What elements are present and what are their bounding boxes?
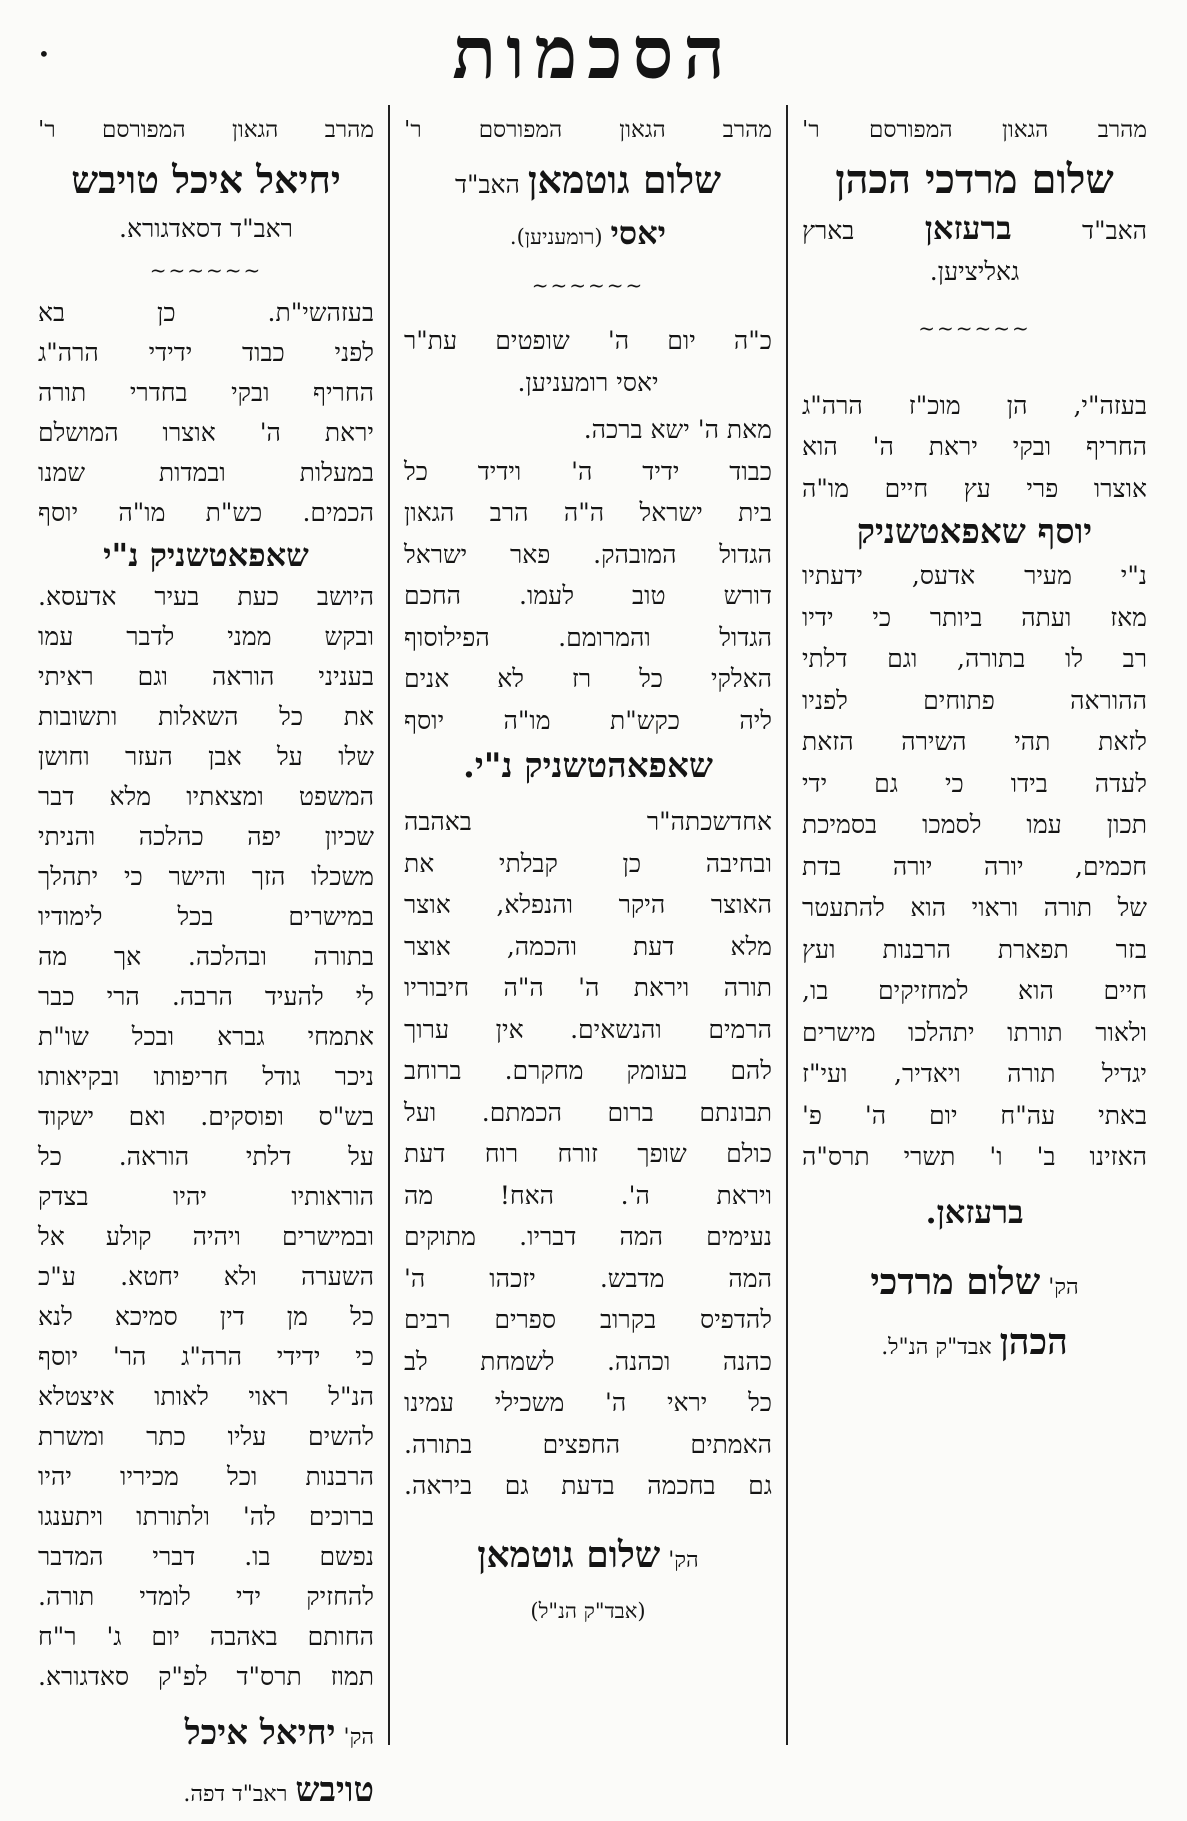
text-line: ולאור תורתו יתהלכו מישרים: [802, 1017, 1147, 1047]
text-line: להם בעומק מחקרם. ברוחב: [404, 1056, 772, 1085]
column-left: [38, 110, 374, 1810]
body-text: [802, 385, 1147, 1178]
text-line: האוצר היקר והנפלא, אוצר: [404, 890, 772, 919]
text-line: תמוז תרס"ד לפ"ק סאדגורא.: [38, 1662, 374, 1691]
column-divider-right: [786, 105, 788, 1745]
text-line: על דלתי הוראה. כל: [38, 1142, 374, 1171]
text-line: להשים עליו כתר ומשרת: [38, 1422, 374, 1451]
text-line: הנ"ל ראוי לאותו איצטלא: [38, 1382, 374, 1411]
text-line: שכיון יפה כהלכה והניתי: [38, 822, 374, 851]
text-line: שלו על אבן העזר וחושן: [38, 742, 374, 771]
ornament: ~~~~~~: [149, 258, 263, 282]
rabbi-name: שלום מרדכי הכהן: [835, 155, 1114, 203]
text-line: הגדול והמרומם. הפילוסוף: [404, 622, 772, 652]
text-line: ויראת ה'. האח! מה: [404, 1180, 772, 1210]
text-line: תכון עמו לסמכו בסמיכת: [802, 810, 1147, 839]
text-line: ניכר גודל חריפותו ובקיאותו: [38, 1062, 374, 1091]
ornament: ~~~~~~: [918, 315, 1031, 340]
signature-title: (אבד"ק הנ"ל): [530, 1598, 646, 1623]
text-line: החותם באהבה יום ג' ר"ח: [38, 1622, 374, 1651]
text-line: בעזהשי"ת. כן בא: [38, 298, 374, 327]
signature-line-2: הכהן אבד"ק הנ"ל.: [881, 1321, 1068, 1363]
text-line: מאז ועתה ביותר כי ידיו: [802, 602, 1147, 632]
text-line: הכמים. כש"ת מו"ה יוסף: [38, 498, 374, 527]
text-line: בש"ס ופוסקים. ואם ישקוד: [38, 1102, 374, 1131]
text-line: נפשם בו. דברי המדבר: [38, 1542, 374, 1571]
text-line: בית ישראל ה"ה הרב הגאון: [404, 498, 772, 527]
text-line: בזר תפארת הרבנות ועץ: [802, 934, 1147, 964]
text-line: לי להעיד הרבה. הרי כבר: [38, 982, 374, 1011]
text-line: כבוד ידיד ה' וידיד כל: [404, 456, 772, 486]
text-line: בעזה"י, הן מוכ"ז הרה"ג: [802, 390, 1147, 420]
header-line: מהרב הגאון המפורסם ר': [802, 117, 1147, 143]
text-line: הגדול המובהק. פאר ישראל: [404, 539, 772, 569]
text-line: לזאת תהי השירה הזאת: [802, 727, 1147, 756]
rabbi-name: יחיאל איכל טויבש: [71, 156, 341, 202]
text-line: נעימים המה דבריו. מתוקים: [404, 1222, 772, 1251]
text-line: חיים הוא למחזיקים בו,: [802, 976, 1147, 1005]
text-line: במישרים בכל לימודיו: [38, 902, 374, 931]
text-line: האלקי כל רז לא אנים: [404, 664, 772, 693]
text-line: אתמחי גברא ובכל שו"ת: [38, 1022, 374, 1051]
text-line: בעניני הוראה וגם ראיתי: [38, 662, 374, 691]
text-line: תורה ויראת ה' ה"ה חיבוריו: [404, 973, 772, 1002]
text-line: תבונתם ברום הכמתם. ועל: [404, 1097, 772, 1127]
text-line: של תורה וראוי הוא להתעטר: [802, 893, 1147, 922]
rabbi-city: יאסי (רומעניען).: [509, 213, 667, 252]
text-line-emphasis: שאפאטשניק נ"י: [103, 536, 309, 574]
date-place: יאסי רומעניען.: [517, 367, 659, 397]
text-line: הוראותיו יהיו בצדק: [38, 1182, 374, 1211]
text-line: ברוכים לה' ולתורתו ויתענגו: [38, 1502, 374, 1531]
text-line: לפני כבוד ידידי הרה"ג: [38, 338, 374, 367]
text-line: להחזיק ידי לומדי תורה.: [38, 1582, 374, 1611]
rabbi-name: שלום גוטמאן האב"ד: [454, 156, 722, 202]
ornament: ~~~~~~: [531, 273, 645, 297]
place-name: ברעזאן.: [925, 1192, 1024, 1231]
text-line: כולם שופך זורח רוח דעת: [404, 1139, 772, 1168]
signature-line-1: הק' שלום מרדכי: [870, 1261, 1079, 1303]
text-line: ליה כקש"ת מו"ה יוסף: [404, 705, 772, 735]
text-line: כהנה וכהנה. לשמחת לב: [404, 1346, 772, 1376]
rabbi-title: ראב"ד דסאדגורא.: [119, 213, 293, 243]
signature-line-2: טויבש ראב"ד דפה.: [183, 1770, 374, 1810]
text-line: השערה ולא יחטא. ע"כ: [38, 1262, 374, 1291]
text-line: יראת ה' אוצרו המושלם: [38, 418, 374, 447]
text-line: את כל השאלות ותשובות: [38, 702, 374, 731]
text-line: הרבנות וכל מכיריו יהיו: [38, 1462, 374, 1491]
signature-line-1: הק' שלום גוטמאן: [477, 1533, 699, 1576]
text-line: ובקש ממני לדבר עמו: [38, 622, 374, 651]
text-line: דורש טוב לעמו. החכם: [404, 581, 772, 610]
body-text: [38, 293, 374, 1697]
text-line: ההוראה פתוחים לפניו: [802, 685, 1147, 715]
text-line: כל יראי ה' משכילי עמינו: [404, 1388, 772, 1417]
text-line: היושב כעת בעיר אדעסא.: [38, 582, 374, 611]
region: גאליציען.: [929, 257, 1020, 286]
text-line: האזינו ב' ו' תשרי תרס"ה: [802, 1142, 1147, 1171]
body-text: [404, 451, 772, 1507]
text-line: אחדשכתה"ר באהבה: [404, 807, 772, 836]
column-right: [802, 110, 1147, 1740]
header-line: מהרב הגאון המפורסם ר': [38, 117, 374, 143]
text-line: לעדה בידו כי גם ידי: [802, 768, 1147, 798]
text-line: הרמים והנשאים. אין ערוך: [404, 1014, 772, 1044]
text-line: המשפט ומצאתיו מלא דבר: [38, 782, 374, 811]
text-line: חכמים, יורה יורה בדת: [802, 851, 1147, 881]
text-line: החריף ובקי בחדרי תורה: [38, 378, 374, 407]
header-line: מהרב הגאון המפורסם ר': [404, 117, 772, 143]
text-line: המה מדבש. יזכהו ה': [404, 1263, 772, 1293]
signature-line-1: הק' יחיאל איכל: [184, 1713, 374, 1753]
text-line: כל מן דין סמיכא לנא: [38, 1302, 374, 1331]
rabbi-title-line: האב"ד ברעזאן בארץ: [802, 208, 1148, 247]
text-line: גם בחכמה בדעת גם ביראה.: [404, 1471, 772, 1500]
text-line: משכלו הזך והישר כי יתהלך: [38, 862, 374, 891]
text-line: יגדיל תורה ויאדיר, ועי"ז: [802, 1059, 1147, 1088]
text-line: האמתים החפצים בתורה.: [404, 1429, 772, 1459]
bullet-mark: •: [38, 42, 50, 66]
column-middle: [404, 110, 772, 1740]
text-line: החריף ובקי יראת ה' הוא: [802, 432, 1147, 461]
text-line: רב לו בתורה, וגם דלתי: [802, 644, 1147, 673]
text-line: ובחיבה כן קבלתי את: [404, 848, 772, 878]
text-line: מלא דעת והכמה, אוצר: [404, 931, 772, 961]
text-line: במעלות ובמדות שמנו: [38, 458, 374, 487]
text-line: להדפיס בקרוב ספרים רבים: [404, 1305, 772, 1334]
page-title: הסכמות: [452, 10, 735, 95]
greeting: מאת ה' ישא ברכה.: [583, 415, 772, 444]
text-line: בתורה ובהלכה. אך מה: [38, 942, 374, 971]
text-line-emphasis: יוסף שאפאטשניק: [856, 512, 1093, 552]
column-divider-left: [388, 105, 390, 1745]
text-line: נ"י מעיר אדעס, ידעתיו: [802, 561, 1147, 590]
text-line-emphasis: שאפאהטשניק נ"י.: [463, 746, 713, 786]
date-line: כ"ה יום ה' שופטים עת"ר: [404, 326, 772, 355]
text-line: ובמישרים ויהיה קולע אל: [38, 1222, 374, 1251]
text-line: באתי עה"ח יום ה' פ': [802, 1100, 1147, 1130]
text-line: כי ידידי הרה"ג הר' יוסף: [38, 1342, 374, 1371]
text-line: אוצרו פרי עץ חיים מו"ה: [802, 473, 1147, 503]
